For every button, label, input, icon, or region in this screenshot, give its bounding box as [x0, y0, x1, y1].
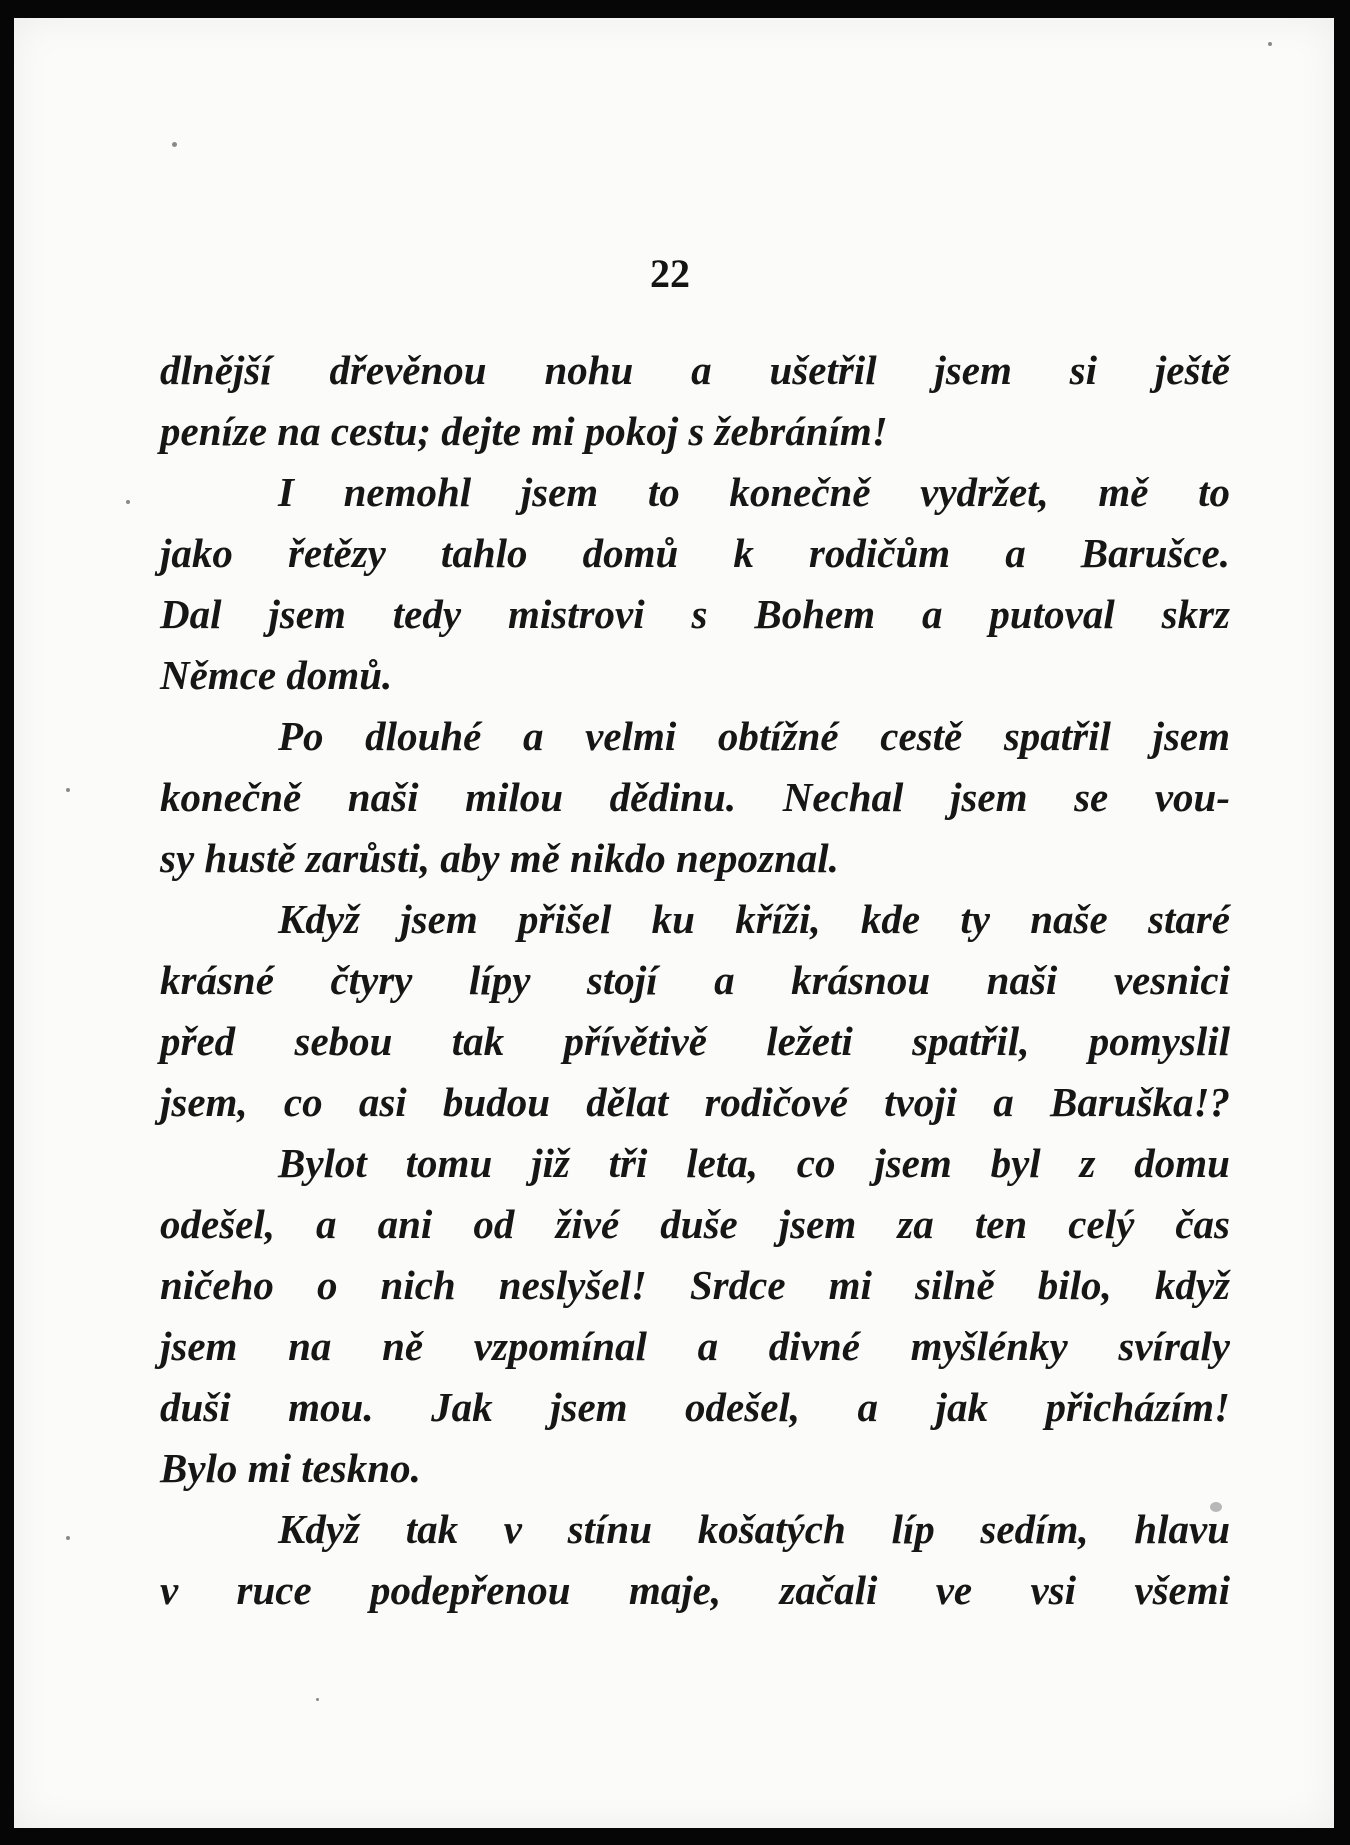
- text-line: Němce domů.: [160, 652, 393, 698]
- page-number: 22: [650, 251, 690, 296]
- text-line: ničeho o nich neslyšel! Srdce mi silně bilo, když: [160, 1262, 1230, 1308]
- book-page: [14, 18, 1334, 1828]
- paper-speck: [66, 1536, 70, 1540]
- paper-speck: [66, 788, 70, 792]
- text-line: Když jsem přišel ku kříži, kde ty naše staré: [278, 896, 1230, 942]
- body-text: [160, 340, 1230, 1621]
- text-line: duši mou. Jak jsem odešel, a jak přicházím!: [160, 1384, 1230, 1430]
- text-line: dlnější dřevěnou nohu a ušetřil jsem si ještě: [160, 347, 1230, 393]
- text-line: jsem, co asi budou dělat rodičové tvoji a Baruška!?: [160, 1079, 1230, 1125]
- text-line: jsem na ně vzpomínal a divné myšlénky svíraly: [160, 1323, 1230, 1369]
- text-line: krásné čtyry lípy stojí a krásnou naši vesnici: [160, 957, 1230, 1003]
- text-line: v ruce podepřenou maje, začali ve vsi všemi: [160, 1567, 1230, 1613]
- text-line: před sebou tak přívětivě ležeti spatřil, pomyslil: [160, 1018, 1230, 1064]
- text-line: Bylo mi teskno.: [160, 1445, 421, 1491]
- text-line: jako řetězy tahlo domů k rodičům a Barušce.: [160, 530, 1230, 576]
- paper-speck: [316, 1698, 319, 1701]
- paper-speck: [1268, 42, 1272, 46]
- text-line: Po dlouhé a velmi obtížné cestě spatřil jsem: [278, 713, 1230, 759]
- text-line: Když tak v stínu košatých líp sedím, hlavu: [278, 1506, 1230, 1552]
- text-line: I nemohl jsem to konečně vydržet, mě to: [278, 469, 1230, 515]
- text-line: odešel, a ani od živé duše jsem za ten celý čas: [160, 1201, 1230, 1247]
- paper-speck: [172, 142, 177, 147]
- paper-speck: [126, 500, 130, 504]
- text-line: konečně naši milou dědinu. Nechal jsem se vou-: [160, 774, 1230, 820]
- text-line: peníze na cestu; dejte mi pokoj s žebráním!: [160, 408, 888, 454]
- text-line: Dal jsem tedy mistrovi s Bohem a putoval skrz: [160, 591, 1230, 637]
- text-line: sy hustě zarůsti, aby mě nikdo nepoznal.: [160, 835, 839, 881]
- text-line: Bylot tomu již tři leta, co jsem byl z domu: [278, 1140, 1230, 1186]
